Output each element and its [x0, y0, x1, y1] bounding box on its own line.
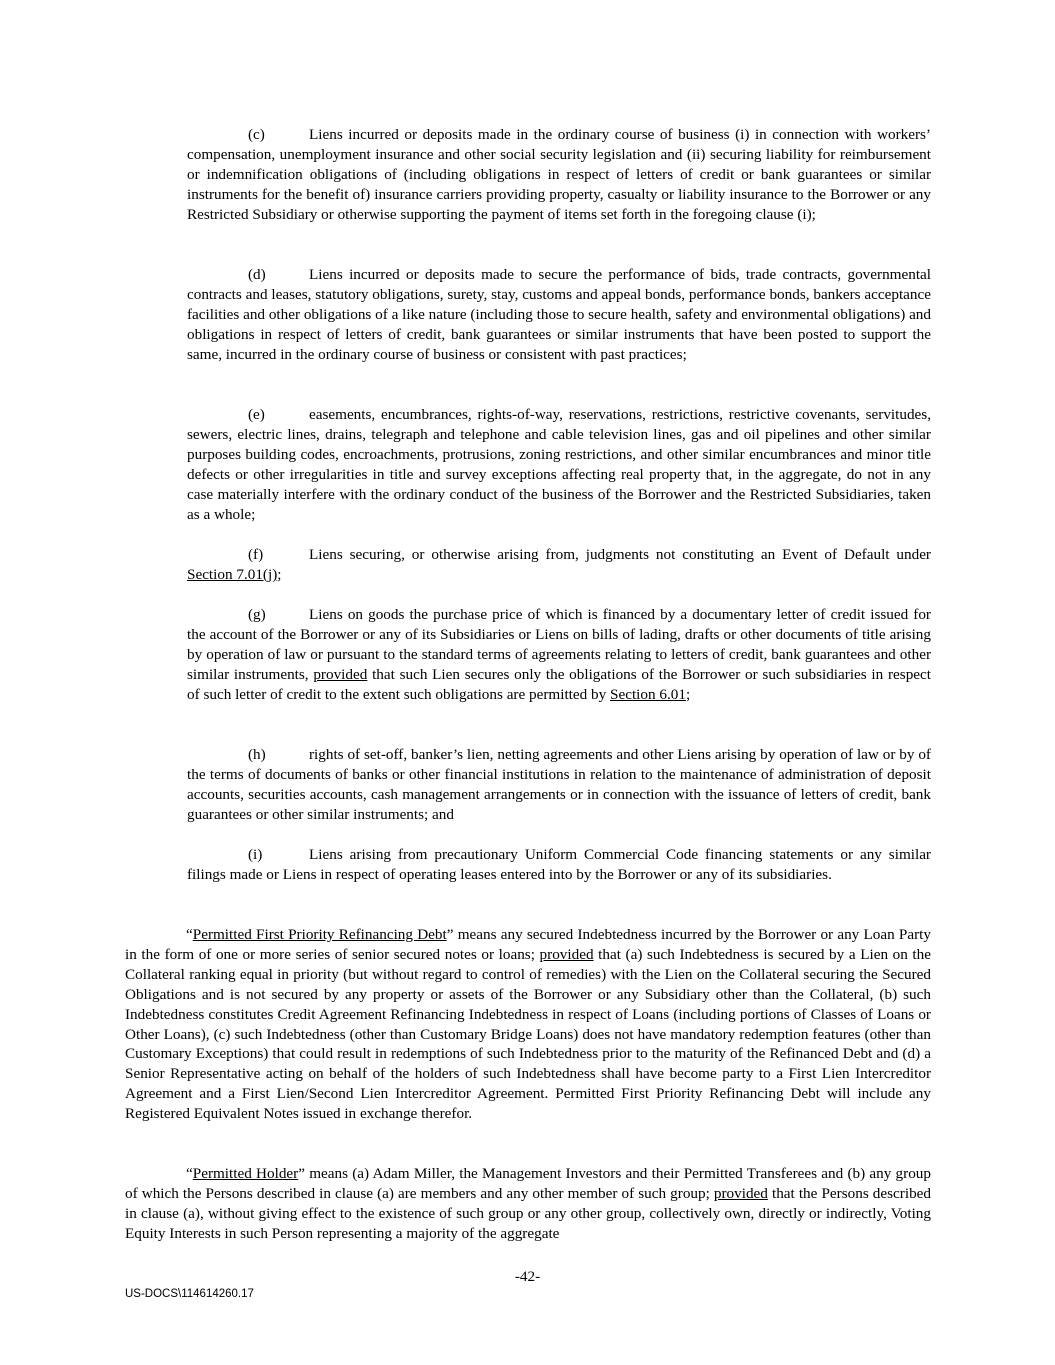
clause-e: [187, 405, 931, 524]
section-reference-link: Section 6.01: [610, 685, 686, 703]
defined-term: Permitted Holder: [192, 1165, 299, 1182]
clause-text: Liens on goods the purchase price of which is financed by a documentary letter of credit issued for the account of the Borrower or any of its Subsidiaries or Liens on bills of lading, drafts or other documents of title arising by operation of law or pursuant to the standard terms of agreements relating to letters of credit, bank guarantees and other similar instruments,: [187, 606, 931, 683]
provided-term: provided: [713, 1184, 768, 1202]
provided-term: provided: [539, 945, 594, 963]
clause-d: [187, 265, 931, 365]
clause-label: (f): [248, 546, 264, 563]
clause-label: (h): [248, 746, 266, 763]
defined-term: Permitted First Priority Refinancing Debt: [192, 926, 447, 943]
definition-text: ” means any secured Indebtedness incurred by the Borrower or any Loan Party in the form of one or more series of senior secured notes or loans;: [125, 926, 931, 963]
clause-text: easements, encumbrances, rights-of-way, reservations, restrictions, restrictive covenants, servitudes, sewers, electric lines, drains, telegraph and telephone and cable television lines, gas and oil pipelines and other similar purposes building codes, encroachments, protrusions, zoning restrictions, and other similar encumbrances and minor title defects or other irregularities in title and survey exceptions affecting real property that, in the aggregate, do not in any case materially interfere with the ordinary conduct of the business of the Borrower and the Restricted Subsidiaries, taken as a whole;: [187, 406, 931, 523]
clause-h: [187, 745, 931, 825]
clause-label: (c): [248, 126, 265, 143]
clause-text: Liens incurred or deposits made in the ordinary course of business (i) in connection with workers’ compensation, unemployment insurance and other social security legislation and (ii) securing liability for reimbursement or indemnification obligations of (including obligations in respect of letters of credit or bank guarantees or similar instruments for the benefit of) insurance carriers providing property, casualty or liability insurance to the Borrower or any Restricted Subsidiary or otherwise supporting the payment of items set forth in the foregoing clause (i);: [187, 126, 931, 223]
clause-label: (i): [248, 846, 263, 863]
page-number: -42-: [514, 1268, 541, 1285]
clause-g: (g) Liens on goods the purchase price of which is financed by a documentary letter of credit issued for the account of the Borrower or any of its Subsidiaries or Liens on bills of lading, drafts or other documents of title arising by operation of law or pursuant to the standard terms of agreements relating to letters of credit, bank guarantees and other similar instruments, provided that such Lien secures only the obligations of the Borrower or such subsidiaries in respect of such letter of credit to the extent such obligations are permitted by Section 6.01;: [187, 606, 931, 703]
clause-c: [187, 125, 931, 225]
clause-label: (g): [248, 606, 266, 623]
clause-text: Liens arising from precautionary Uniform Commercial Code financing statements or any similar filings made or Liens in respect of operating leases entered into by the Borrower or any of its subsidiaries.: [187, 846, 931, 883]
clause-text: rights of set-off, banker’s lien, netting agreements and other Liens arising by operation of law or by of the terms of documents of banks or other financial institutions in relation to the maintenance of administration of deposit accounts, securities accounts, cash management arrangements or in connection with the issuance of letters of credit, bank guarantees or other similar instruments; and: [187, 746, 931, 823]
definition-permitted-first-priority-refinancing-debt: “Permitted First Priority Refinancing Debt” means any secured Indebtedness incurred by the Borrower or any Loan Party in the form of one or more series of senior secured notes or loans; provided that (a) such Indebtedness is secured by a Lien on the Collateral ranking equal in priority (but without regard to control of remedies) with the Lien on the Collateral securing the Secured Obligations and is not secured by any property or assets of the Borrower or any Subsidiary other than the Collateral, (b) such Indebtedness constitutes Credit Agreement Refinancing Indebtedness in respect of Loans (including portions of Classes of Loans or Other Loans), (c) such Indebtedness (other than Customary Bridge Loans) does not have mandatory redemption features (other than Customary Exceptions) that could result in redemptions of such Indebtedness prior to the maturity of the Refinanced Debt and (d) a Senior Representative acting on behalf of the holders of such Indebtedness shall have become party to a First Lien Intercreditor Agreement and a First Lien/Second Lien Intercreditor Agreement. Permitted First Priority Refinancing Debt will include any Registered Equivalent Notes issued in exchange therefor.: [125, 926, 931, 1123]
clause-label: (d): [248, 266, 266, 283]
clause-i: [187, 845, 931, 885]
clause-text: Liens incurred or deposits made to secure the performance of bids, trade contracts, governmental contracts and leases, statutory obligations, surety, stay, customs and appeal bonds, performance bonds, bankers acceptance facilities and other obligations of a like nature (including those to secure health, safety and environmental obligations) and obligations in respect of letters of credit, bank guarantees or similar instruments that have been posted to support the same, incurred in the ordinary course of business or consistent with past practices;: [187, 266, 931, 363]
clause-text: Liens securing, or otherwise arising from, judgments not constituting an Event of Default under: [309, 546, 931, 563]
document-id: US-DOCS\114614260.17: [125, 1288, 254, 1300]
section-reference-link: Section 7.01(j): [187, 565, 278, 583]
provided-term: provided: [313, 665, 368, 683]
definition-permitted-holder: “Permitted Holder” means (a) Adam Miller, the Management Investors and their Permitted Transferees and (b) any group of which the Persons described in clause (a) are members and any other member of such group; provided that the Persons described in clause (a), without giving effect to the existence of such group or any other group, collectively own, directly or indirectly, Voting Equity Interests in such Person representing a majority of the aggregate: [125, 1165, 931, 1242]
definition-text: ” means (a) Adam Miller, the Management Investors and their Permitted Transferees and (b) any group of which the Persons described in clause (a) are members and any other member of such group;: [125, 1165, 931, 1202]
clause-f: (f) Liens securing, or otherwise arising from, judgments not constituting an Event of Default under Section 7.01(j);: [187, 546, 931, 583]
clause-label: (e): [248, 406, 265, 423]
